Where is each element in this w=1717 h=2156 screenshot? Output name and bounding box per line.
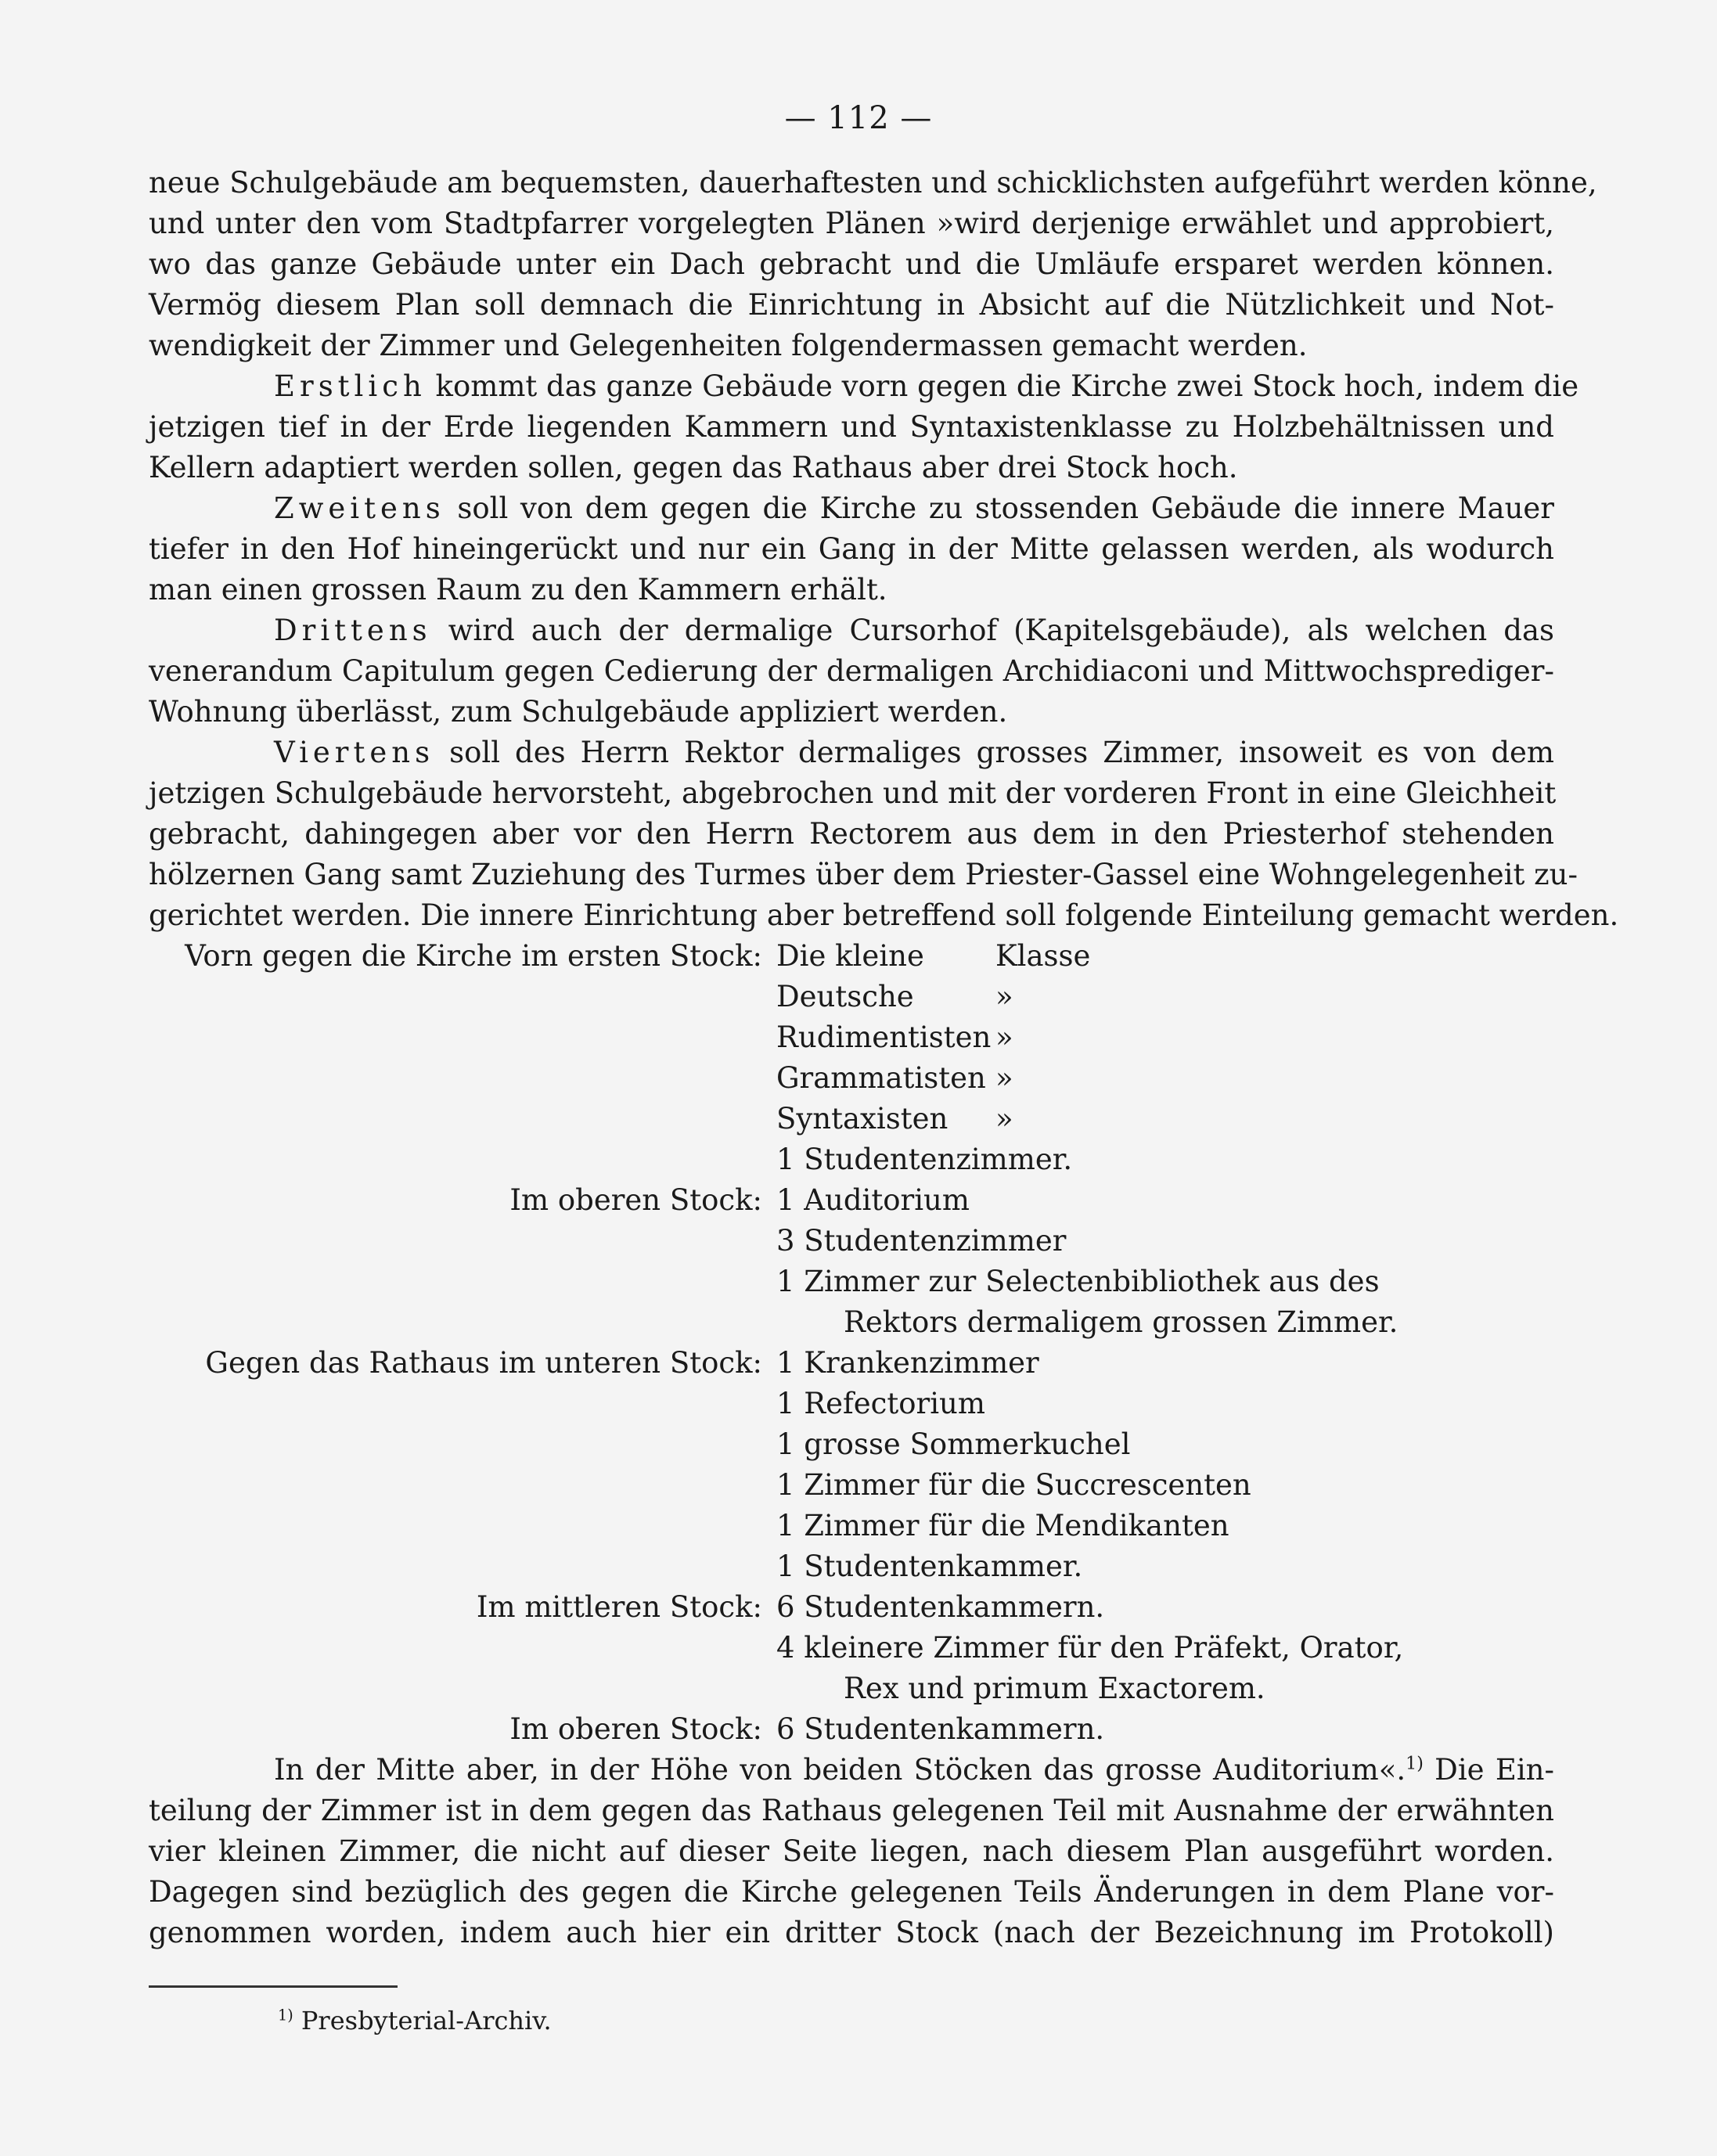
- list-row: [149, 1221, 1554, 1262]
- ditto-mark: »: [995, 1102, 1013, 1136]
- page-number: — 112 —: [784, 100, 933, 136]
- floor-label: [149, 1221, 776, 1262]
- floor-label: Im oberen Stock:: [509, 1712, 762, 1746]
- room-entry: 4 kleinere Zimmer für den Präfekt, Orator,: [776, 1631, 1404, 1665]
- floor-label: Gegen das Rathaus im unteren Stock:: [205, 1346, 762, 1380]
- list-row: [149, 1058, 1554, 1099]
- text-line: [149, 488, 1554, 529]
- text-line: Wohnung überlässt, zum Schulgebäude appliziert werden.: [149, 695, 1008, 729]
- paragraph-drittens: [149, 610, 1554, 732]
- text-fragment: soll des Herrn Rektor dermaliges grosses Zimmer, insoweit es von dem: [434, 736, 1554, 769]
- floor-label: [149, 1506, 776, 1546]
- floor-label: [149, 1384, 776, 1424]
- list-row: [149, 1424, 1554, 1465]
- room-name: Syntaxisten: [776, 1102, 948, 1136]
- floor-label: [149, 1099, 776, 1139]
- room-entry: 1 Zimmer für die Mendikanten: [776, 1509, 1229, 1542]
- room-name: Rudimentisten: [776, 1020, 992, 1054]
- text-line: man einen grossen Raum zu den Kammern erhält.: [149, 573, 887, 606]
- paragraph-lead-word: Erstlich: [274, 369, 427, 403]
- room-entry-continuation: Rektors dermaligem grossen Zimmer.: [844, 1305, 1398, 1339]
- floor-label: [149, 977, 776, 1017]
- footnote: [278, 2003, 552, 2038]
- text-line: Kellern adaptiert werden sollen, gegen das Rathaus aber drei Stock hoch.: [149, 451, 1238, 484]
- room-entry: [776, 977, 1554, 1017]
- room-entry: [776, 1058, 1554, 1099]
- paragraph-zweitens: [149, 488, 1554, 610]
- text-fragment: In der Mitte aber, in der Höhe von beiden Stöcken das grosse Auditorium«.: [274, 1753, 1406, 1787]
- room-entry: 6 Studentenkammern.: [776, 1590, 1105, 1624]
- room-entry: [776, 1099, 1554, 1139]
- room-entry-continuation: Rex und primum Exactorem.: [844, 1672, 1265, 1705]
- room-entry: 1 Krankenzimmer: [776, 1346, 1039, 1380]
- room-entry: 3 Studentenzimmer: [776, 1224, 1067, 1258]
- room-name: Grammatisten: [776, 1061, 986, 1095]
- text-line: [149, 366, 1579, 407]
- text-line: gerichtet werden. Die innere Einrichtung aber betreffend soll folgende Einteilung gemacht werden.: [149, 898, 1619, 932]
- list-row: [149, 1587, 1554, 1628]
- list-row: [149, 977, 1554, 1017]
- floor-label: [149, 1465, 776, 1506]
- list-row: [149, 1628, 1554, 1668]
- room-entry: 1 Refectorium: [776, 1387, 985, 1420]
- room-entry: [776, 936, 1554, 977]
- text-line: genommen worden, indem auch hier ein dritter Stock (nach der Bezeichnung im Protokoll): [149, 1916, 1554, 1949]
- paragraph-lead-word: Drittens: [274, 614, 432, 647]
- text-line: Dagegen sind bezüglich des gegen die Kirche gelegenen Teils Änderungen in dem Plane vor-: [149, 1875, 1554, 1909]
- footnote-marker: 1): [278, 2006, 293, 2025]
- room-name: Deutsche: [776, 980, 914, 1013]
- floor-label: [149, 1262, 776, 1302]
- text-line: wendigkeit der Zimmer und Gelegenheiten folgendermassen gemacht werden.: [149, 329, 1308, 362]
- room-entry: 6 Studentenkammern.: [776, 1712, 1105, 1746]
- paragraph-lead-word: Viertens: [274, 736, 435, 769]
- room-entry: 1 Zimmer zur Selectenbibliothek aus des: [776, 1265, 1380, 1298]
- ditto-mark: »: [995, 980, 1013, 1013]
- floor-label: [149, 1546, 776, 1587]
- text-line: vier kleinen Zimmer, die nicht auf dieser Seite liegen, nach diesem Plan ausgeführt worden.: [149, 1834, 1554, 1868]
- text-line: hölzernen Gang samt Zuziehung des Turmes über dem Priester-Gassel eine Wohngelegenheit zu-: [149, 858, 1578, 891]
- floor-label: [149, 1302, 776, 1343]
- room-suffix: Klasse: [995, 939, 1091, 973]
- ditto-mark: »: [995, 1061, 1013, 1095]
- list-row: [149, 1017, 1554, 1058]
- paragraph-lead-word: Zweitens: [274, 491, 445, 525]
- room-entry: 1 Studentenkammer.: [776, 1550, 1083, 1583]
- list-row: [149, 1506, 1554, 1546]
- list-row: [149, 1709, 1554, 1750]
- text-line: [149, 732, 1554, 773]
- text-line: tiefer in den Hof hineingerückt und nur ein Gang in der Mitte gelassen werden, als wodurch: [149, 532, 1554, 566]
- text-line: gebracht, dahingegen aber vor den Herrn Rectorem aus dem in den Priesterhof stehenden: [149, 817, 1554, 851]
- floor-label: [149, 1017, 776, 1058]
- list-row: [149, 1262, 1554, 1302]
- room-allocation-list: [149, 936, 1554, 1750]
- room-entry: 1 Auditorium: [776, 1183, 970, 1217]
- text-line: jetzigen Schulgebäude hervorsteht, abgebrochen und mit der vorderen Front in eine Gleichheit: [149, 776, 1557, 810]
- room-entry: 1 grosse Sommerkuchel: [776, 1427, 1131, 1461]
- paragraph-viertens: [149, 732, 1619, 936]
- floor-label: Vorn gegen die Kirche im ersten Stock:: [185, 939, 762, 973]
- footnote-reference[interactable]: 1): [1406, 1753, 1424, 1774]
- room-name: Die kleine: [776, 939, 924, 973]
- text-fragment: soll von dem gegen die Kirche zu stossenden Gebäude die innere Mauer: [445, 491, 1554, 525]
- body-text: [149, 163, 1619, 1953]
- floor-label: Im mittleren Stock:: [476, 1590, 762, 1624]
- floor-label: Im oberen Stock:: [509, 1183, 762, 1217]
- floor-label: [149, 1139, 776, 1180]
- text-line: jetzigen tief in der Erde liegenden Kammern und Syntaxistenklasse zu Holzbehältnissen und: [149, 410, 1554, 444]
- room-entry: 1 Zimmer für die Succrescenten: [776, 1468, 1251, 1502]
- list-row: [149, 1384, 1554, 1424]
- list-row: [149, 1099, 1554, 1139]
- paragraph-intro: [149, 163, 1597, 366]
- list-row: [149, 1668, 1554, 1709]
- text-line: teilung der Zimmer ist in dem gegen das Rathaus gelegenen Teil mit Ausnahme der erwähnten: [149, 1794, 1554, 1827]
- text-fragment: Die Ein-: [1423, 1753, 1554, 1787]
- floor-label: [149, 1628, 776, 1668]
- text-line: und unter den vom Stadtpfarrer vorgelegten Plänen »wird derjenige erwählet und approbiert,: [149, 207, 1554, 240]
- list-row: [149, 1546, 1554, 1587]
- list-row: [149, 1343, 1554, 1384]
- text-line: [149, 610, 1554, 651]
- list-row: [149, 1465, 1554, 1506]
- list-row: [149, 936, 1554, 977]
- floor-label: [149, 1424, 776, 1465]
- text-line: Vermög diesem Plan soll demnach die Einrichtung in Absicht auf die Nützlichkeit und Not-: [149, 288, 1554, 322]
- text-line: venerandum Capitulum gegen Cedierung der dermaligen Archidiaconi und Mittwochsprediger-: [149, 654, 1554, 688]
- text-line: [149, 1750, 1554, 1791]
- floor-label: [149, 1058, 776, 1099]
- list-row: [149, 1302, 1554, 1343]
- paragraph-closing: [149, 1750, 1554, 1953]
- text-fragment: kommt das ganze Gebäude vorn gegen die Kirche zwei Stock hoch, indem die: [426, 369, 1579, 403]
- text-line: wo das ganze Gebäude unter ein Dach gebracht und die Umläufe ersparet werden können.: [149, 247, 1554, 281]
- room-entry: [776, 1017, 1554, 1058]
- room-entry: 1 Studentenzimmer.: [776, 1143, 1073, 1176]
- floor-label: [149, 1668, 776, 1709]
- text-line: neue Schulgebäude am bequemsten, dauerhaftesten und schicklichsten aufgeführt werden könne,: [149, 166, 1597, 200]
- list-row: [149, 1139, 1554, 1180]
- footnote-text: Presbyterial-Archiv.: [293, 2006, 552, 2035]
- ditto-mark: »: [995, 1020, 1013, 1054]
- text-fragment: wird auch der dermalige Cursorhof (Kapitelsgebäude), als welchen das: [431, 614, 1554, 647]
- footnote-divider: [149, 1985, 398, 1988]
- paragraph-erstlich: [149, 366, 1579, 488]
- list-row: [149, 1180, 1554, 1221]
